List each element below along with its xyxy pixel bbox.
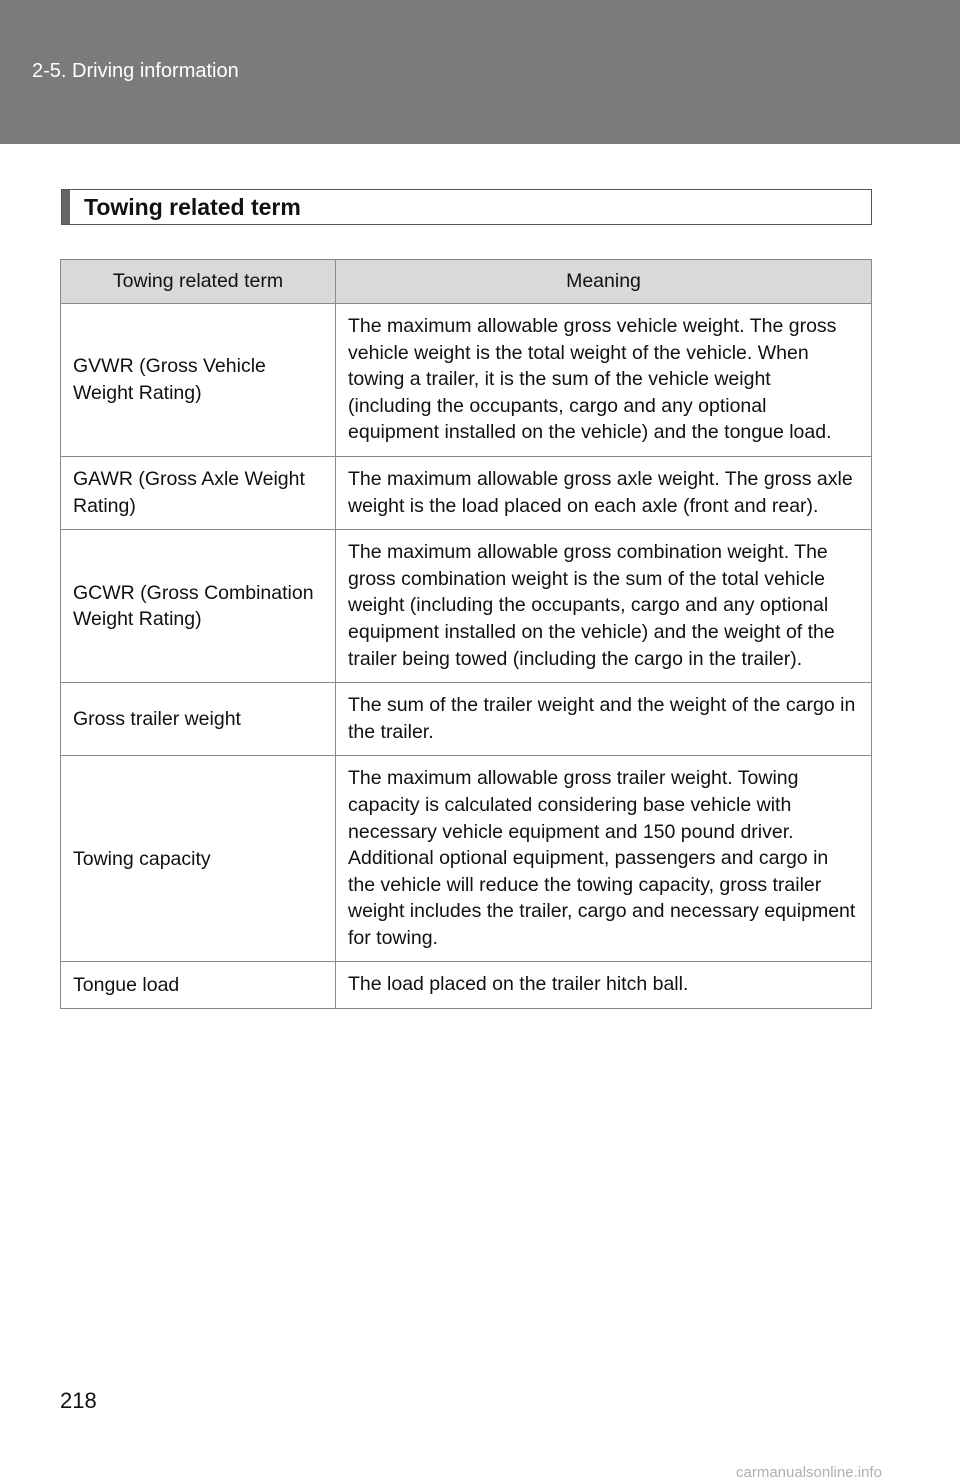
meaning-cell: The sum of the trailer weight and the weight of the cargo in the trailer.	[336, 683, 872, 756]
meaning-cell: The maximum allowable gross vehicle weight. The gross vehicle weight is the total weight of the vehicle. When towing a trailer, it is the sum of the vehicle weight (including the occupants, cargo and any optional equipment installed on the vehicle) and the tongue load.	[336, 304, 872, 457]
table-row	[61, 683, 872, 756]
table-row	[61, 530, 872, 683]
section-heading	[61, 189, 872, 225]
term-cell: GCWR (Gross Combination Weight Rating)	[61, 530, 336, 683]
term-cell: GAWR (Gross Axle Weight Rating)	[61, 456, 336, 529]
page-header	[0, 0, 960, 144]
term-cell: GVWR (Gross Vehicle Weight Rating)	[61, 304, 336, 457]
term-cell: Tongue load	[61, 962, 336, 1009]
watermark: carmanualsonline.info	[736, 1464, 882, 1481]
table-row	[61, 304, 872, 457]
table-row	[61, 756, 872, 962]
table-row	[61, 456, 872, 529]
meaning-cell: The maximum allowable gross axle weight. The gross axle weight is the load placed on each axle (front and rear).	[336, 456, 872, 529]
section-accent-bar	[62, 190, 70, 224]
table-row	[61, 962, 872, 1009]
breadcrumb: 2-5. Driving information	[32, 60, 239, 82]
table-header-row	[61, 260, 872, 304]
page-number: 218	[60, 1388, 97, 1413]
meaning-cell: The maximum allowable gross trailer weight. Towing capacity is calculated considering base vehicle with necessary vehicle equipment and 150 pound driver. Additional optional equipment, passengers and cargo in the vehicle will reduce the towing capacity, gross trailer weight includes the trailer, cargo and necessary equipment for towing.	[336, 756, 872, 962]
meaning-cell: The load placed on the trailer hitch ball.	[336, 962, 872, 1009]
meaning-cell: The maximum allowable gross combination weight. The gross combination weight is the sum of the total vehicle weight (including the occupants, cargo and any optional equipment installed on the vehicle) and the weight of the trailer being towed (including the cargo in the trailer).	[336, 530, 872, 683]
column-header-term: Towing related term	[61, 260, 336, 304]
column-header-meaning: Meaning	[336, 260, 872, 304]
term-cell: Gross trailer weight	[61, 683, 336, 756]
section-title: Towing related term	[84, 194, 301, 220]
towing-terms-table	[60, 259, 872, 1009]
term-cell: Towing capacity	[61, 756, 336, 962]
